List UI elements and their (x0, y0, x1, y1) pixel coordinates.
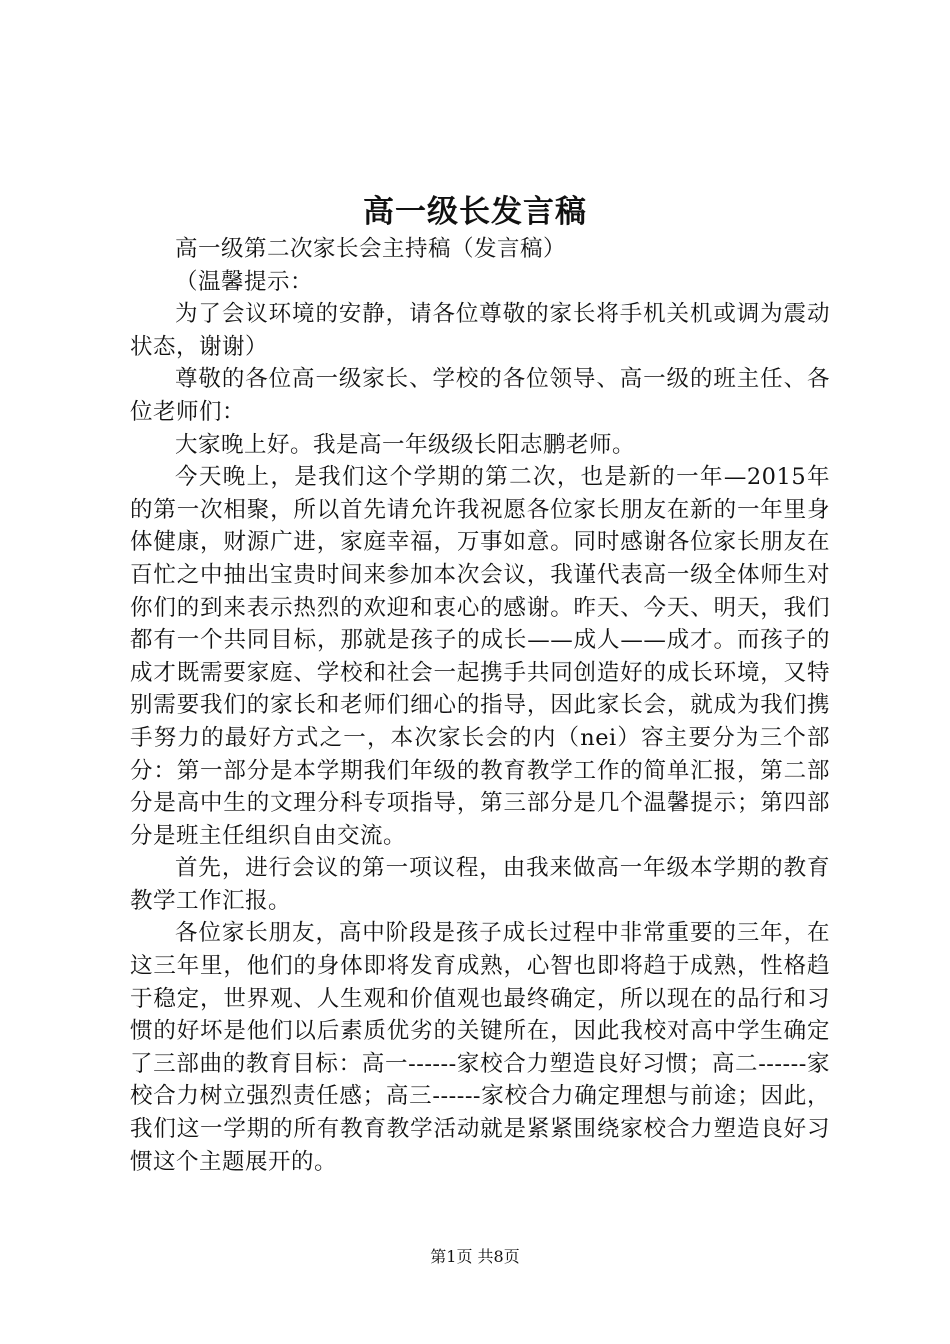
paragraph-subtitle: 高一级第二次家长会主持稿（发言稿） (175, 236, 567, 262)
paragraph-agenda-first: 首先，进行会议的第一项议程，由我来做高一年级本学期的教育教学工作汇报。 (130, 855, 830, 914)
paragraph-tip-content: 为了会议环境的安静，请各位尊敬的家长将手机关机或调为震动状态，谢谢） (130, 301, 830, 360)
document-body (130, 233, 830, 1178)
page-footer: 第1页 共8页 (430, 1247, 520, 1266)
paragraph-education-goals: 各位家长朋友，高中阶段是孩子成长过程中非常重要的三年，在这三年里，他们的身体即将发育成熟，心智也即将趋于成熟，性格趋于稳定，世界观、人生观和价值观也最终确定，所以现在的品行和习惯的好坏是他们以后素质优劣的关键所在，因此我校对高中学生确定了三部曲的教育目标：高一------家校合力塑造良好习惯；高二------家校合力树立强烈责任感；高三------家校合力确定理想与前途；因此，我们这一学期的所有教育教学活动就是紧紧围绕家校合力塑造良好习惯这个主题展开的。 (130, 920, 830, 1175)
document-title: 高一级长发言稿 (363, 194, 587, 230)
paragraph-tip-heading: （温馨提示： (175, 268, 314, 295)
paragraph-salutation: 尊敬的各位高一级家长、学校的各位领导、高一级的班主任、各位老师们： (130, 366, 830, 425)
paragraph-greeting: 大家晚上好。我是高一年级级长阳志鹏老师。 (175, 431, 636, 458)
paragraph-introduction: 今天晚上，是我们这个学期的第二次，也是新的一年—2015年的第一次相聚，所以首先请允许我祝愿各位家长朋友在新的一年里身体健康，财源广进，家庭幸福，万事如意。同时感谢各位家长朋友在百忙之中抽出宝贵时间来参加本次会议，我谨代表高一级全体师生对你们的到来表示热烈的欢迎和衷心的感谢。昨天、今天、明天，我们都有一个共同目标，那就是孩子的成长——成人——成才。而孩子的成才既需要家庭、学校和社会一起携手共同创造好的成长环境，又特别需要我们的家长和老师们细心的指导，因此家长会，就成为我们携手努力的最好方式之一，本次家长会的内（nei）容主要分为三个部分：第一部分是本学期我们年级的教育教学工作的简单汇报，第二部分是高中生的文理分科专项指导，第三部分是几个温馨提示；第四部分是班主任组织自由交流。 (130, 464, 830, 849)
